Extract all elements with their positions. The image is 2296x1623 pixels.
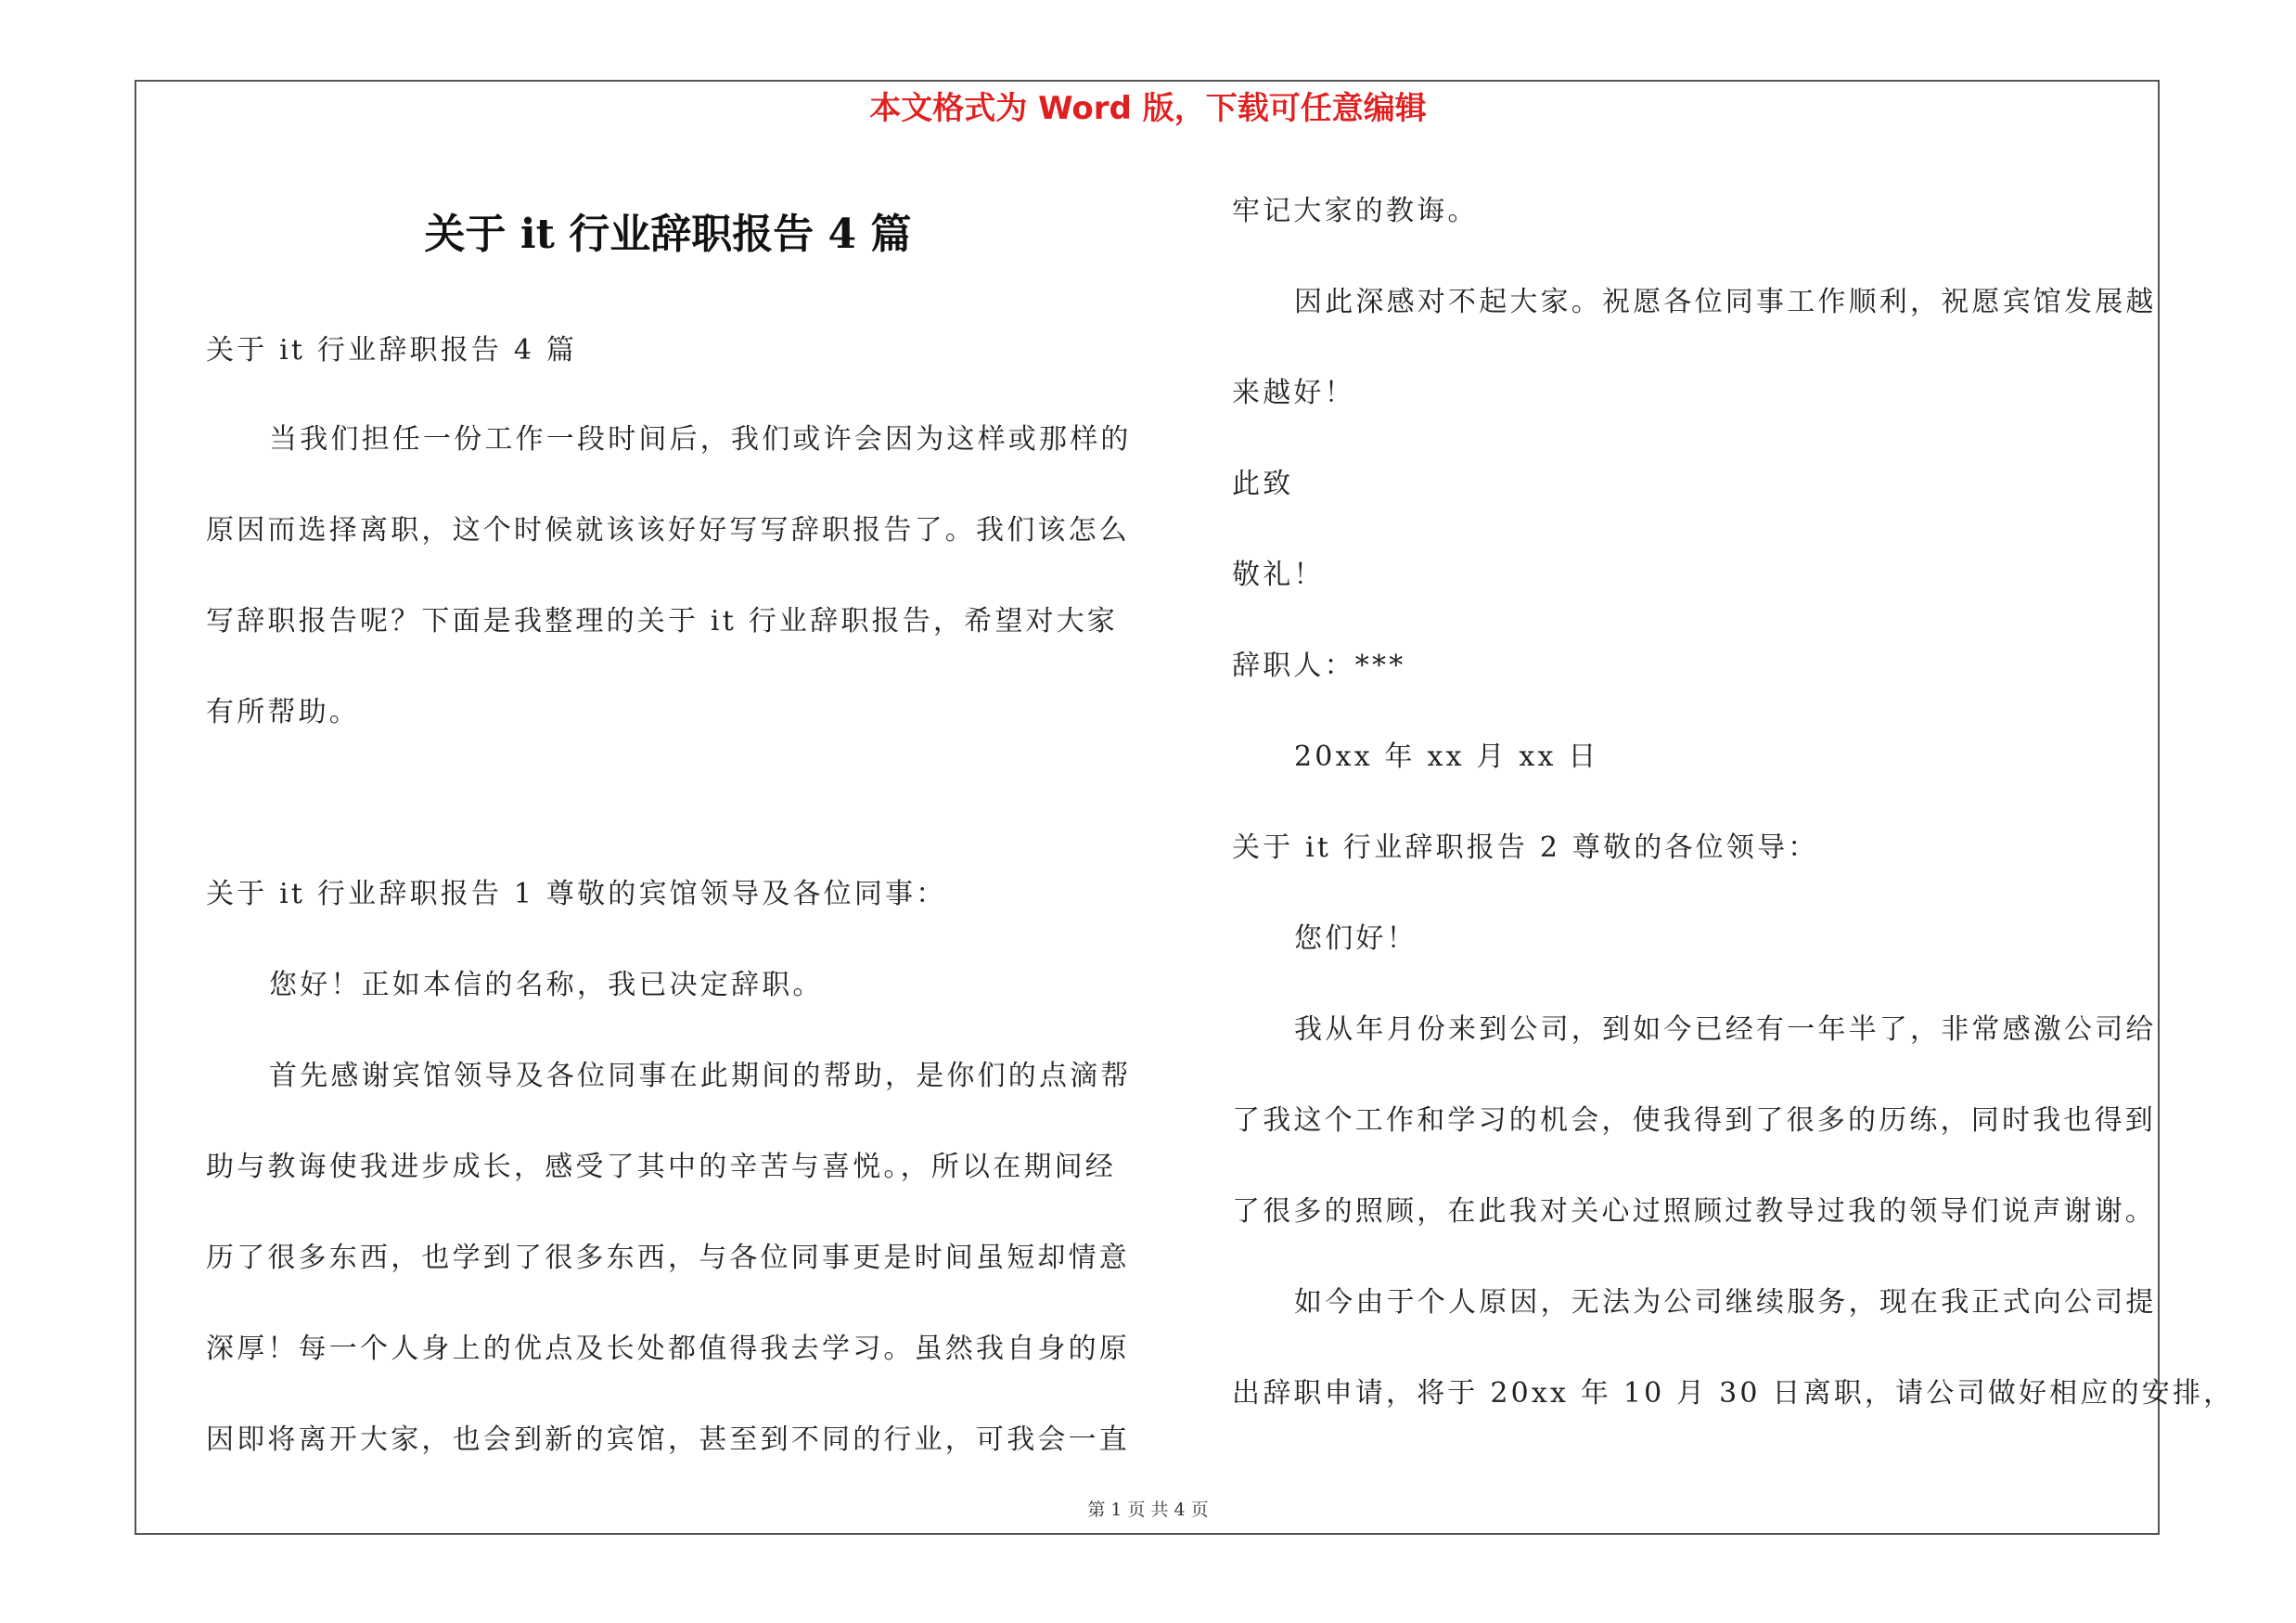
- right-line-2: 因此深感对不起大家。祝愿各位同事工作顺利，祝愿宾馆发展越: [1294, 286, 2157, 318]
- left-line-4: 写辞职报告呢？下面是我整理的关于 it 行业辞职报告，希望对大家: [206, 605, 1119, 638]
- right-line-3: 来越好！: [1232, 377, 1355, 409]
- page-number-footer: 第 1 页 共 4 页: [1087, 1500, 1209, 1520]
- right-line-4: 此致: [1232, 468, 1294, 500]
- left-line-6: 关于 it 行业辞职报告 1 尊敬的宾馆领导及各位同事：: [206, 878, 947, 910]
- left-line-8: 首先感谢宾馆领导及各位同事在此期间的帮助，是你们的点滴帮: [269, 1060, 1132, 1092]
- right-line-5: 敬礼！: [1232, 559, 1325, 591]
- right-line-11: 了我这个工作和学习的机会，使我得到了很多的历练，同时我也得到: [1232, 1104, 2156, 1137]
- right-line-9: 您们好！: [1294, 922, 1417, 955]
- right-line-12: 了很多的照顾，在此我对关心过照顾过教导过我的领导们说声谢谢。: [1232, 1195, 2156, 1228]
- left-line-9: 助与教诲使我进步成长，感受了其中的辛苦与喜悦。，所以在期间经: [206, 1151, 1116, 1183]
- left-line-5: 有所帮助。: [206, 696, 360, 728]
- right-line-1: 牢记大家的教诲。: [1232, 195, 1479, 227]
- right-line-10: 我从年月份来到公司，到如今已经有一年半了，非常感激公司给: [1294, 1013, 2157, 1046]
- right-line-14: 出辞职申请，将于 20xx 年 10 月 30 日离职，请公司做好相应的安排，: [1232, 1377, 2235, 1410]
- left-line-10: 历了很多东西，也学到了很多东西，与各位同事更是时间虽短却情意: [206, 1242, 1130, 1274]
- right-line-13: 如今由于个人原因，无法为公司继续服务，现在我正式向公司提: [1294, 1286, 2157, 1319]
- right-line-6: 辞职人：***: [1232, 650, 1406, 682]
- right-line-7: 20xx 年 xx 月 xx 日: [1294, 741, 1599, 773]
- format-banner: 本文格式为 Word 版，下载可任意编辑: [869, 90, 1427, 127]
- left-line-12: 因即将离开大家，也会到新的宾馆，甚至到不同的行业，可我会一直: [206, 1423, 1130, 1456]
- left-line-1: 关于 it 行业辞职报告 4 篇: [206, 334, 578, 367]
- left-line-11: 深厚！每一个人身上的优点及长处都值得我去学习。虽然我自身的原: [206, 1333, 1130, 1365]
- left-line-7: 您好！正如本信的名称，我已决定辞职。: [269, 969, 824, 1001]
- left-line-3: 原因而选择离职，这个时候就该该好好写写辞职报告了。我们该怎么: [206, 514, 1130, 547]
- document-title: 关于 it 行业辞职报告 4 篇: [424, 211, 912, 258]
- right-line-8: 关于 it 行业辞职报告 2 尊敬的各位领导：: [1232, 831, 1819, 864]
- left-line-2: 当我们担任一份工作一段时间后，我们或许会因为这样或那样的: [269, 423, 1132, 456]
